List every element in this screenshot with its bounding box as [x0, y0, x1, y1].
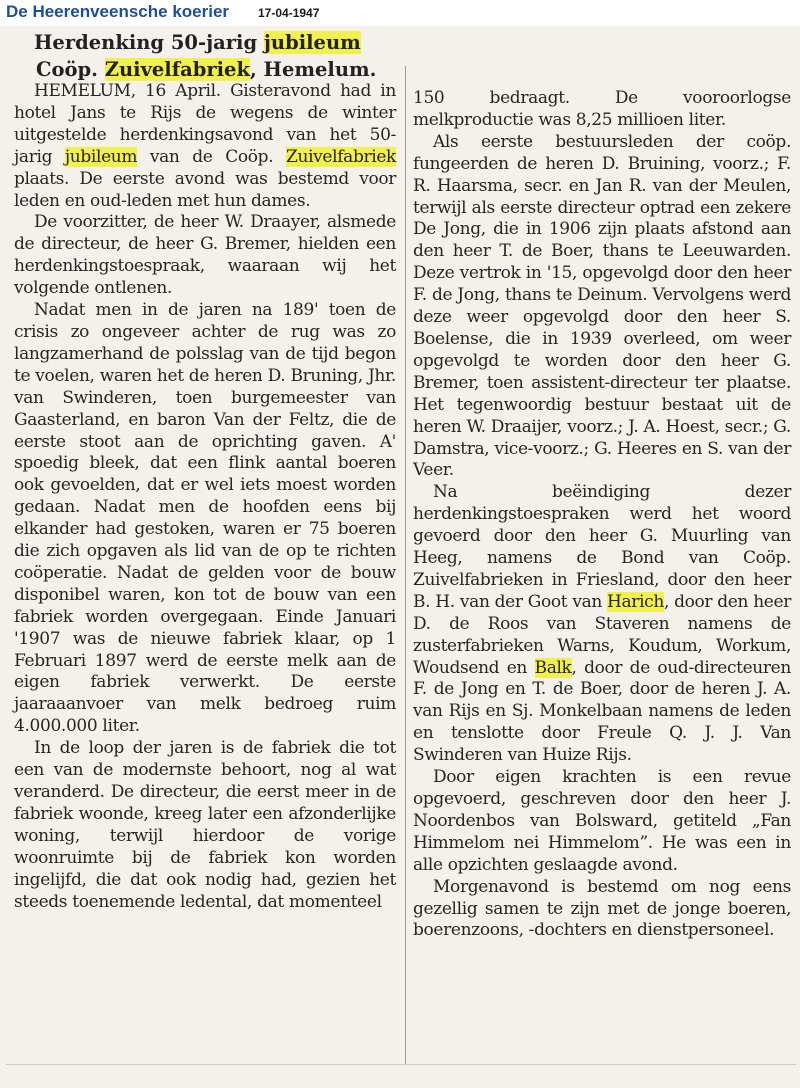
article-paragraph: Door eigen krachten is een revue opgevoerd, geschreven door den heer J. Noordenbos van Bolsward, getiteld „Fan Himmelom nei Himmelom”. He was een in alle opzichten geslaagde avond. [413, 767, 791, 875]
article-paragraph: De voorzitter, de heer W. Draayer, alsmede de directeur, de heer G. Bremer, hielden een herdenkingstoespraak, waaraan wij het volgende ontlenen. [14, 212, 396, 299]
article-paragraph: Nadat men in de jaren na 189' toen de crisis zo ongeveer achter de rug was zo langzamerhand de polsslag van de tijd begon te voelen, waren het de heren D. Bruning, Jhr. van Swinderen, toen burgemeester van Gaasterland, en baron Van der Feltz, die de eerste stoot aan de oprichting gaven. A' spoedig bleek, dat een flink aantal boeren ook gevoelden, dat er wel iets moest worden gedaan. Nadat men de hoofden eens bij elkander had gestoken, waren er 75 boeren die zich opgaven als lid van de op te richten coöperatie. Nadat de gelden voor de bouw disponibel waren, kon tot de bouw van een fabriek worden overgegaan. Einde Januari '1907 was de nieuwe fabriek klaar, op 1 Februari 1897 werd de eerste melk aan de eigen fabriek verwerkt. De eerste jaaraaanvoer van melk bedroeg ruim 4.000.000 liter. [14, 300, 396, 737]
article-paragraph: HEMELUM, 16 April. Gisteravond had in hotel Jans te Rijs de wegens de winter uitgestelde herdenkingsavond van het 50-jarig jubileum van de Coöp. Zuivelfabriek plaats. De eerste avond was bestemd voor leden en oud-leden met hun dames. [14, 81, 396, 211]
search-highlight: Zuivelfabriek [104, 58, 250, 81]
column-divider [405, 66, 406, 1064]
source-header [0, 0, 800, 26]
bottom-rule [6, 1064, 796, 1065]
search-highlight: Harich [607, 591, 664, 612]
publication-date: 17-04-1947 [258, 6, 320, 20]
article-paragraph: Als eerste bestuursleden der coöp. fungeerden de heren D. Bruining, voorz.; F. R. Haarsma, secr. en Jan R. van der Meulen, terwijl als eerste directeur optrad een zekere De Jong, die in 1906 zijn plaats afstond aan den heer T. de Boer, thans te Leeuwarden. Deze vertrok in '15, opgevolgd door den heer F. de Jong, thans te Deinum. Vervolgens werd deze weer opgevolgd door den heer S. Boelense, die in 1939 overleed, om weer opgevolgd te worden door den heer G. Bremer, toen assistent-directeur ter plaatse. Het tegenwoordig bestuur bestaat uit de heren W. Draaijer, voorz.; J. A. Hoest, secr.; G. Damstra, vice-voorz.; G. Heeres en S. van der Veer. [413, 131, 791, 481]
article-paragraph: Na beëindiging dezer herdenkingstoespraken werd het woord gevoerd door den heer G. Muurling van Heeg, namens de Bond van Coöp. Zuivelfabrieken in Friesland, door den heer B. H. van der Goot van Harich, door den heer D. de Roos van Staveren namens de zusterfabrieken Warns, Koudum, Workum, Woudsend en Balk, door de oud-directeuren F. de Jong en T. de Boer, door de heren J. A. van Rijs en Sj. Monkelbaan namens de leden en tenslotte door Freule Q. J. J. Van Swinderen van Huize Rijs. [413, 482, 791, 766]
search-highlight: Zuivelfabriek [286, 146, 396, 167]
newspaper-name: De Heerenveensche koerier [6, 2, 230, 21]
article-paragraph: 150 bedraagt. De vooroorlogse melkproductie was 8,25 millioen liter. [413, 88, 791, 130]
headline-line-2: Coöp. Zuivelfabriek, Hemelum. [36, 58, 377, 81]
article-column-left [14, 81, 396, 913]
article-paragraph: In de loop der jaren is de fabriek die tot een van de modernste behoort, nog al wat veranderd. De directeur, die eerst meer in de fabriek woonde, kreeg later een afzonderlijke woning, terwijl hierdoor de vorige woonruimte bij de fabriek kon worden ingelijfd, die dat ook nodig had, gezien het steeds toenemende ledental, dat momenteel [14, 738, 396, 912]
search-highlight: jubileum [64, 146, 138, 167]
search-highlight: Balk [534, 657, 572, 678]
article-column-right [413, 88, 791, 942]
search-highlight: jubileum [263, 31, 361, 54]
headline-line-1: Herdenking 50-jarig jubileum [34, 31, 361, 54]
article-paragraph: Morgenavond is bestemd om nog eens gezellig samen te zijn met de jonge boeren, boerenzoons, -dochters en dienstpersoneel. [413, 876, 791, 941]
